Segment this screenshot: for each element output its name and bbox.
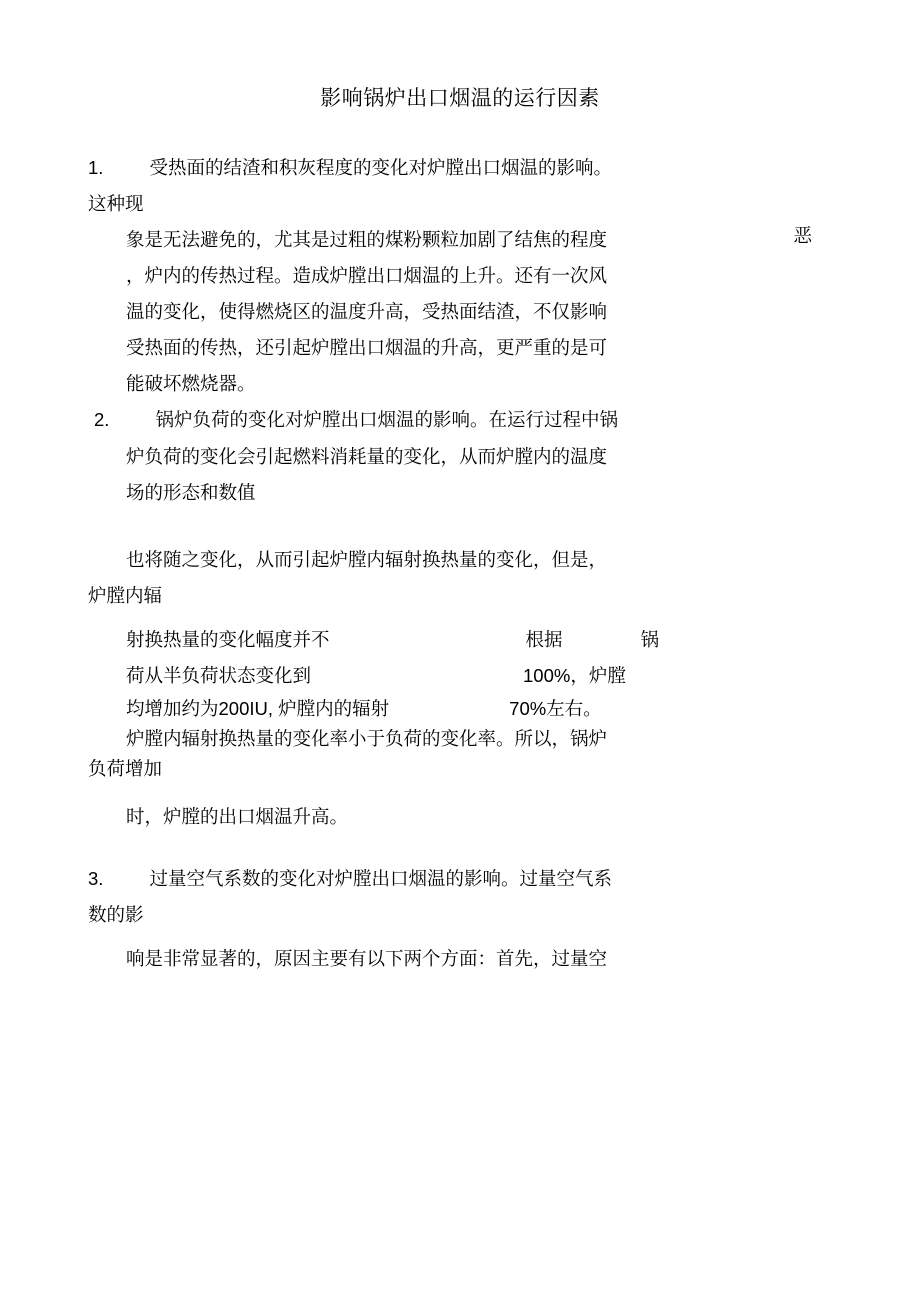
- paragraph-3-number: 3.: [88, 868, 104, 890]
- table-cell-mid: 根据: [525, 628, 563, 650]
- table-cell-left: 均增加约为200IU, 炉膛内的辐射: [126, 698, 390, 720]
- table-cell-right: 锅: [640, 628, 660, 650]
- table-cell-left: 射换热量的变化幅度并不: [126, 628, 330, 650]
- paragraph-3-spacer: [88, 933, 842, 941]
- paragraph-1-line-5: 受热面的传热，还引起炉膛出口烟温的升高，更严重的是可: [126, 337, 608, 359]
- paragraph-1-line-3: ，炉内的传热过程。造成炉膛出口烟温的上升。还有一次风: [126, 265, 608, 287]
- paragraph-2: [88, 402, 842, 835]
- paragraph-2-spacer-2: [88, 614, 842, 622]
- paragraph-1-first-line-tail: 这种现: [88, 193, 144, 215]
- table-cell-mid: 100%，炉膛: [523, 665, 626, 686]
- paragraph-3-first-line-tail: 数的影: [88, 904, 144, 926]
- paragraph-1: [88, 150, 842, 402]
- table-cell-left: 荷从半负荷状态变化到: [126, 665, 312, 686]
- paragraph-1-line-4: 温的变化，使得燃烧区的温度升高，受热面结渣，不仅影响: [126, 301, 608, 323]
- paragraph-3: [88, 835, 842, 977]
- paragraph-2-line-4: 也将随之变化，从而引起炉膛内辐射换热量的变化，但是，: [126, 548, 608, 570]
- paragraph-3-text: 过量空气系数的变化对炉膛出口烟温的影响。过量空气系: [149, 868, 612, 890]
- table-row: [88, 622, 842, 658]
- paragraph-3-line-2: 响是非常显著的，原因主要有以下两个方面：首先，过量空: [126, 948, 608, 970]
- paragraph-2-line-8: 时，炉膛的出口烟温升高。: [126, 806, 349, 828]
- paragraph-2-spacer: [88, 511, 842, 542]
- paragraph-2-line-3: 场的形态和数值: [126, 481, 256, 503]
- paragraph-1-line-2-wrap: [88, 222, 842, 258]
- paragraph-3-first-line: [88, 861, 842, 897]
- paragraph-2-number: 2.: [94, 409, 110, 431]
- page-title: 影响锅炉出口烟温的运行因素: [320, 87, 600, 110]
- paragraph-2-spacer-3: [88, 785, 842, 799]
- table-row: [88, 658, 842, 694]
- paragraph-2-line-6: 炉膛内辐射换热量的变化率小于负荷的变化率。所以，锅炉: [126, 727, 608, 749]
- paragraph-2-first-line: [88, 402, 842, 438]
- table-row: [88, 694, 842, 724]
- paragraph-1-trailing-char: 恶: [793, 225, 812, 247]
- paragraph-1-number: 1.: [88, 157, 104, 178]
- paragraph-1-first-line: [88, 150, 842, 186]
- paragraph-1-line-6: 能破坏燃烧器。: [126, 373, 256, 395]
- paragraph-2-line-2: 炉负荷的变化会引起燃料消耗量的变化，从而炉膛内的温度: [126, 445, 608, 467]
- paragraph-1-line-2: 象是无法避免的，尤其是过粗的煤粉颗粒加剧了结焦的程度: [126, 229, 608, 251]
- paragraph-1-text: 受热面的结渣和积灰程度的变化对炉膛出口烟温的影响。: [149, 157, 612, 178]
- document-body: [0, 112, 920, 977]
- table-cell-mid: 70%左右。: [509, 698, 602, 720]
- paragraph-2-text: 锅炉负荷的变化对炉膛出口烟温的影响。在运行过程中锅: [155, 409, 618, 431]
- paragraph-2-line-7: 负荷增加: [88, 758, 163, 780]
- paragraph-2-line-5: 炉膛内辐: [88, 584, 163, 606]
